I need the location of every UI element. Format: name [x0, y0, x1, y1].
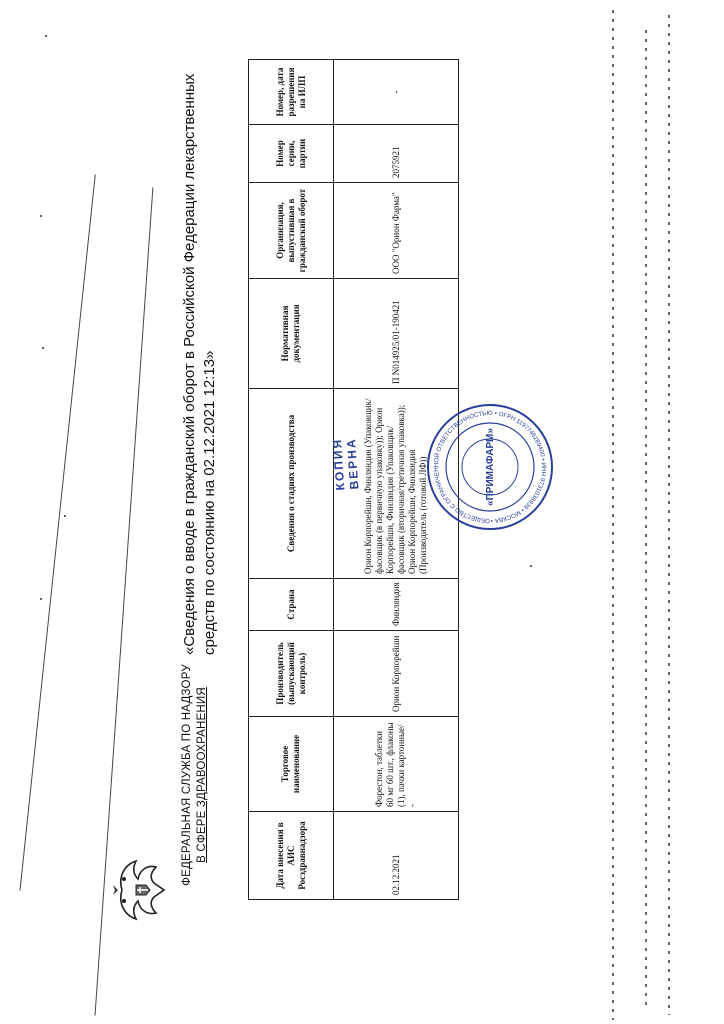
cell-trade-name: Форестон, таблетки 60 мг 60 шт., флаконы (1), пачки картонные/ - — [334, 717, 459, 812]
cell-releasing-organization: ООО "Орион Фарма" — [334, 183, 459, 279]
header-manufacturer: Производитель (выпускающий контроль) — [249, 631, 334, 717]
document-title-line-1: «Сведения о вводе в гражданский оборот в Российской Федерации лекарственных — [181, 73, 198, 655]
scan-speck — [45, 35, 47, 37]
cell-country: Финляндия — [334, 579, 459, 631]
scan-artifact-dashes — [612, 10, 614, 1020]
header-trade-name: Торговое наименование — [249, 717, 334, 812]
cell-date-added: 02.12.2021 — [334, 812, 459, 900]
cell-batch-number: 2075921 — [334, 125, 459, 183]
seal-outer-text-path: ОБЩЕСТВО С ОГРАНИЧЕННОЙ ОТВЕТСТВЕННОСТЬЮ • ОГРН 1197746289400 • ИНН 9731036939 • МОСКВА • — [432, 409, 548, 525]
copy-verified-stamp: КОПИЯ ВЕРНА — [329, 437, 362, 491]
agency-line-1: ФЕДЕРАЛЬНАЯ СЛУЖБА ПО НАДЗОРУ — [181, 664, 193, 886]
header-permit-number: Номер, дата разрешения на ИЛП — [249, 60, 334, 125]
cell-regulatory-doc: П N014925/01-190421 — [334, 279, 459, 389]
header-batch-number: Номер серии, партии — [249, 125, 334, 183]
company-seal — [425, 402, 555, 532]
agency-line-2: В СФЕРЕ ЗДРАВООХРАНЕНИЯ — [196, 687, 208, 863]
header-country: Страна — [249, 579, 334, 631]
cell-permit-number: - — [334, 60, 459, 125]
agency-name — [180, 660, 210, 890]
cell-manufacturer: Орион Корпорейшн — [334, 631, 459, 717]
document-title-line-2: средств по состоянию на 02.12.2021 12:13» — [201, 350, 218, 655]
header-releasing-organization: Организация, выпустившая в гражданский оборот — [249, 183, 334, 279]
cell-production-stages: Орион Корпорейшн, Финляндия (Упаковщик/фасовщик (в первичную упаковку)); Орион Корпорейшн, Финляндия (Упаковщик/фасовщик (вторичная/третичная упаковка)); Орион Корпорейшн, Финляндия (Производитель (готовой ЛФ)) — [334, 389, 459, 579]
seal-center-text: «ПРИМАФАРМ» — [485, 428, 496, 506]
rotated-document — [30, 40, 548, 1000]
document-title — [180, 55, 220, 655]
scan-speck — [530, 565, 532, 567]
header-regulatory-doc: Нормативная документация — [249, 279, 334, 389]
scan-artifact-dashes — [668, 15, 670, 1015]
scan-artifact-dashes — [645, 30, 647, 1010]
table-header-row — [249, 60, 334, 900]
double-headed-eagle-emblem — [110, 855, 170, 925]
header-date-added: Дата внесения в АИС Росздравнадзора — [249, 812, 334, 900]
header-production-stages: Сведения о стадиях производства — [249, 389, 334, 579]
